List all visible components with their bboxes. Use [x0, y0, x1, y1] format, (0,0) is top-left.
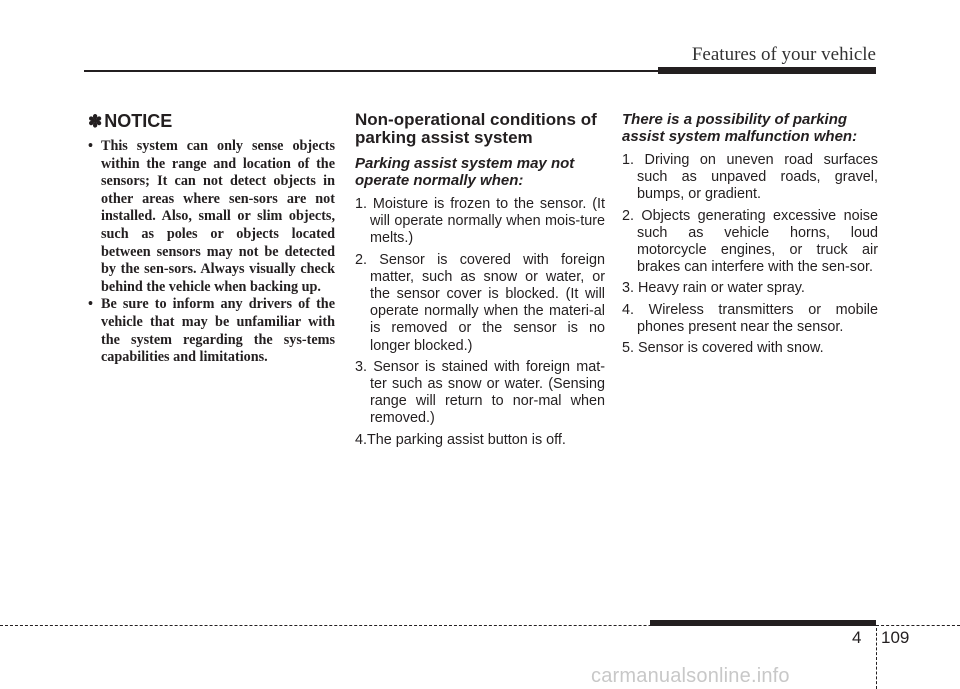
notice-star-icon: ✽ — [88, 112, 103, 131]
list-item: 1. Driving on uneven road surfaces such as unpaved roads, gravel, bumps, or gradient. — [622, 152, 878, 203]
notice-bullet — [88, 138, 335, 296]
notice-bullet-text: Be sure to inform any drivers of the vehicle that may be unfamiliar with the system regarding the sys-tems capabilities and limitations. — [101, 296, 335, 366]
non-operational-list — [355, 196, 605, 449]
page-number: 109 — [881, 628, 910, 647]
list-item: 4. Wireless transmitters or mobile phones present near the sensor. — [622, 301, 878, 335]
header-rule — [84, 70, 658, 72]
header-title: Features of your vehicle — [691, 44, 876, 65]
notice-heading — [88, 111, 335, 132]
list-item: 1. Moisture is frozen to the sensor. (It will operate normally when mois-ture melts.) — [355, 196, 605, 247]
notice-title: NOTICE — [104, 111, 173, 131]
list-item: 2. Sensor is covered with foreign matter, such as snow or water, or the sensor cover is blocked. (It will operate normally when the materi-al is removed or the sensor is no longer blocked.) — [355, 251, 605, 354]
page-separator — [876, 628, 877, 689]
section-subtitle: Parking assist system may not operate normally when: — [355, 155, 575, 189]
bullet-dot-icon: • — [88, 138, 93, 154]
list-item: 5. Sensor is covered with snow. — [622, 340, 824, 357]
notice-bullet — [88, 296, 335, 366]
malfunction-column — [622, 111, 878, 361]
section-title: Non-operational conditions of parking assist system — [355, 110, 597, 147]
list-item: 3. Heavy rain or water spray. — [622, 280, 805, 297]
chapter-number: 4 — [852, 628, 862, 647]
list-item: 3. Sensor is stained with foreign mat-ter such as snow or water. (Sensing range will return to nor-mal when removed.) — [355, 358, 605, 427]
header-rule-accent — [658, 67, 876, 74]
bullet-dot-icon: • — [88, 296, 93, 313]
footer-rule-right — [876, 625, 960, 626]
notice-column — [88, 111, 335, 367]
list-item: 2. Objects generating excessive noise such as vehicle horns, loud motorcycle engines, or truck air brakes can interfere with the sen-sor. — [622, 207, 878, 276]
watermark: carmanualsonline.info — [591, 665, 790, 687]
notice-bullet-text: This system can only sense objects within the range and location of the sensors; It can not detect objects in other areas where sen-sors are not installed. Also, small or slim objects, such as poles or objects located between sensors may not be detected by the sen-sors. Always visually check behind the vehicle when backing up. — [101, 138, 335, 295]
non-operational-column — [355, 111, 605, 453]
malfunction-list — [622, 152, 878, 357]
footer-rule-accent — [650, 620, 876, 626]
malfunction-subtitle: There is a possibility of parking assist system malfunction when: — [622, 111, 858, 145]
notice-list — [88, 138, 335, 367]
list-item: 4.The parking assist button is off. — [355, 431, 566, 448]
